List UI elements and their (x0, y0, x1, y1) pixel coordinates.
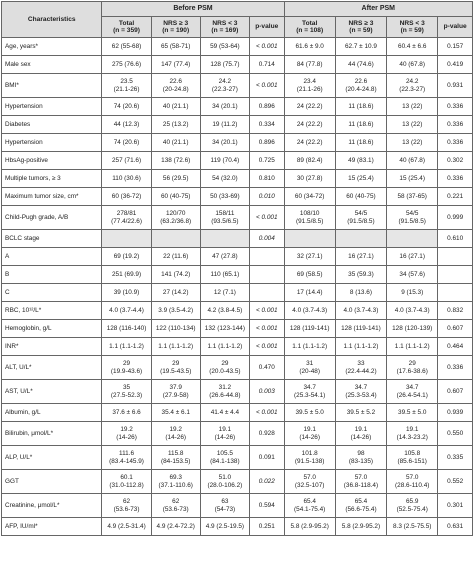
value-cell: 35.4 ± 6.1 (151, 404, 200, 422)
p-value-cell (249, 266, 284, 284)
p-value-cell: < 0.001 (249, 206, 284, 230)
table-row (2, 188, 473, 206)
value-cell: 63 (54-73) (200, 494, 249, 518)
column-header: NRS ≥ 3 (n = 190) (151, 17, 200, 38)
row-label: BMI* (2, 74, 102, 98)
row-label: AFP, IU/ml* (2, 518, 102, 536)
value-cell: 27 (14.2) (151, 284, 200, 302)
value-cell: 35 (27.5-52.3) (102, 380, 151, 404)
row-label: Bilirubin, μmol/L* (2, 422, 102, 446)
value-cell: 60.1 (31.0-112.8) (102, 470, 151, 494)
value-cell: 34.7 (26.4-54.1) (387, 380, 438, 404)
value-cell: 22.6 (20.4-24.8) (335, 74, 386, 98)
p-value-cell: 0.896 (249, 134, 284, 152)
row-label: RBC, 10¹²/L* (2, 302, 102, 320)
value-cell: 120/70 (63.2/36.8) (151, 206, 200, 230)
value-cell: 1.1 (1.1-1.2) (200, 338, 249, 356)
p-value-cell: 0.336 (438, 356, 473, 380)
value-cell: 60 (40-75) (335, 188, 386, 206)
value-cell: 158/11 (93.5/6.5) (200, 206, 249, 230)
table-row (2, 284, 473, 302)
value-cell: 19.1 (14-26) (200, 422, 249, 446)
header-row-groups (2, 2, 473, 17)
value-cell: 34.7 (25.3-54.1) (284, 380, 335, 404)
p-value-cell: 0.419 (438, 56, 473, 74)
p-value-cell: 0.607 (438, 380, 473, 404)
p-value-cell: < 0.001 (249, 320, 284, 338)
value-cell: 3.9 (3.5-4.2) (151, 302, 200, 320)
p-value-cell: < 0.001 (249, 38, 284, 56)
row-label: Age, years* (2, 38, 102, 56)
value-cell: 41.4 ± 4.4 (200, 404, 249, 422)
p-value-cell: 0.610 (438, 230, 473, 248)
table-row (2, 248, 473, 266)
value-cell: 4.0 (3.7-4.3) (284, 302, 335, 320)
value-cell: 62.7 ± 10.9 (335, 38, 386, 56)
value-cell: 60 (36-72) (102, 188, 151, 206)
p-value-cell: 0.464 (438, 338, 473, 356)
row-label: ALP, U/L* (2, 446, 102, 470)
value-cell: 60 (34-72) (284, 188, 335, 206)
table-row (2, 206, 473, 230)
value-cell: 65 (58-71) (151, 38, 200, 56)
value-cell: 98 (83-135) (335, 446, 386, 470)
header-after-psm: After PSM (284, 2, 472, 17)
table-row (2, 320, 473, 338)
value-cell: 34 (20.1) (200, 98, 249, 116)
p-value-cell: 0.251 (249, 518, 284, 536)
value-cell: 62 (53.6-73) (151, 494, 200, 518)
value-cell: 23.5 (21.1-26) (102, 74, 151, 98)
table-row (2, 356, 473, 380)
row-label: BCLC stage (2, 230, 102, 248)
table-row (2, 98, 473, 116)
row-label: A (2, 248, 102, 266)
value-cell: 278/81 (77.4/22.6) (102, 206, 151, 230)
p-value-cell: 0.335 (438, 446, 473, 470)
value-cell (335, 230, 386, 248)
value-cell: 1.1 (1.1-1.2) (151, 338, 200, 356)
value-cell: 24 (22.2) (284, 98, 335, 116)
value-cell: 4.9 (2.5-19.5) (200, 518, 249, 536)
value-cell: 5.8 (2.9-95.2) (284, 518, 335, 536)
row-label: GGT (2, 470, 102, 494)
value-cell: 24.2 (22.3-27) (387, 74, 438, 98)
value-cell: 1.1 (1.1-1.2) (387, 338, 438, 356)
table-row (2, 422, 473, 446)
column-header: Total (n = 359) (102, 17, 151, 38)
value-cell: 37.9 (27.9-58) (151, 380, 200, 404)
value-cell: 62 (55-68) (102, 38, 151, 56)
p-value-cell: 0.157 (438, 38, 473, 56)
value-cell: 29 (19.9-43.6) (102, 356, 151, 380)
p-value-cell: 0.550 (438, 422, 473, 446)
row-label: B (2, 266, 102, 284)
value-cell: 115.8 (84-153.5) (151, 446, 200, 470)
value-cell: 110 (65.1) (200, 266, 249, 284)
value-cell: 1.1 (1.1-1.2) (102, 338, 151, 356)
p-value-cell: 0.221 (438, 188, 473, 206)
column-header: NRS ≥ 3 (n = 59) (335, 17, 386, 38)
row-label: Child-Pugh grade, A/B (2, 206, 102, 230)
value-cell: 31 (20-48) (284, 356, 335, 380)
p-value-cell: 0.003 (249, 380, 284, 404)
value-cell: 39.5 ± 5.0 (284, 404, 335, 422)
p-value-cell: < 0.001 (249, 302, 284, 320)
value-cell: 74 (20.6) (102, 98, 151, 116)
value-cell: 60 (40-75) (151, 188, 200, 206)
value-cell: 30 (27.8) (284, 170, 335, 188)
value-cell: 128 (119-141) (284, 320, 335, 338)
value-cell: 19 (11.2) (200, 116, 249, 134)
value-cell: 9 (15.3) (387, 284, 438, 302)
value-cell: 13 (22) (387, 116, 438, 134)
p-value-cell: 0.552 (438, 470, 473, 494)
value-cell: 147 (77.4) (151, 56, 200, 74)
p-value-cell (249, 248, 284, 266)
value-cell: 251 (69.9) (102, 266, 151, 284)
value-cell: 105.5 (84.1-138) (200, 446, 249, 470)
value-cell: 128 (119-141) (335, 320, 386, 338)
header-characteristics: Characteristics (2, 2, 102, 38)
value-cell: 5.8 (2.9-95.2) (335, 518, 386, 536)
column-header: NRS < 3 (n = 169) (200, 17, 249, 38)
row-label: C (2, 284, 102, 302)
p-value-cell: 0.091 (249, 446, 284, 470)
value-cell: 44 (12.3) (102, 116, 151, 134)
p-value-cell: < 0.001 (249, 404, 284, 422)
value-cell: 69 (19.2) (102, 248, 151, 266)
table-row (2, 116, 473, 134)
value-cell: 4.0 (3.7-4.3) (387, 302, 438, 320)
value-cell: 50 (33-69) (200, 188, 249, 206)
value-cell: 89 (82.4) (284, 152, 335, 170)
table-row (2, 446, 473, 470)
p-value-cell: 0.714 (249, 56, 284, 74)
p-value-cell: 0.302 (438, 152, 473, 170)
characteristics-table (1, 1, 473, 536)
value-cell: 32 (27.1) (284, 248, 335, 266)
value-cell: 111.6 (83.4-145.9) (102, 446, 151, 470)
value-cell: 69.3 (37.1-110.6) (151, 470, 200, 494)
value-cell: 119 (70.4) (200, 152, 249, 170)
value-cell: 56 (29.5) (151, 170, 200, 188)
value-cell: 54/5 (91.5/8.5) (335, 206, 386, 230)
value-cell: 19.1 (14-26) (335, 422, 386, 446)
table-row (2, 494, 473, 518)
row-label: Hypertension (2, 134, 102, 152)
value-cell: 44 (74.6) (335, 56, 386, 74)
row-label: INR* (2, 338, 102, 356)
table-row (2, 74, 473, 98)
table-row (2, 380, 473, 404)
p-value-cell: 0.336 (438, 98, 473, 116)
value-cell: 34 (57.6) (387, 266, 438, 284)
table-row (2, 404, 473, 422)
header-before-psm: Before PSM (102, 2, 284, 17)
p-value-cell: 0.896 (249, 98, 284, 116)
value-cell: 17 (14.4) (284, 284, 335, 302)
p-value-cell: 0.301 (438, 494, 473, 518)
column-header: p-value (438, 17, 473, 38)
value-cell: 275 (76.6) (102, 56, 151, 74)
value-cell: 39 (10.9) (102, 284, 151, 302)
value-cell: 101.8 (91.5-138) (284, 446, 335, 470)
value-cell: 59 (53-64) (200, 38, 249, 56)
value-cell: 47 (27.8) (200, 248, 249, 266)
p-value-cell: 0.928 (249, 422, 284, 446)
value-cell: 257 (71.6) (102, 152, 151, 170)
value-cell: 39.5 ± 5.2 (335, 404, 386, 422)
value-cell: 33 (22.4-44.2) (335, 356, 386, 380)
table-row (2, 230, 473, 248)
value-cell: 23.4 (21.1-26) (284, 74, 335, 98)
row-label: Multiple tumors, ≥ 3 (2, 170, 102, 188)
p-value-cell: 0.931 (438, 74, 473, 98)
value-cell: 13 (22) (387, 98, 438, 116)
value-cell: 1.1 (1.1-1.2) (284, 338, 335, 356)
p-value-cell: 0.631 (438, 518, 473, 536)
row-label: Maximum tumor size, cm* (2, 188, 102, 206)
value-cell (284, 230, 335, 248)
value-cell: 31.2 (26.6-44.8) (200, 380, 249, 404)
row-label: Hemoglobin, g/L (2, 320, 102, 338)
value-cell: 40 (67.8) (387, 152, 438, 170)
value-cell: 11 (18.6) (335, 98, 386, 116)
value-cell: 61.6 ± 9.0 (284, 38, 335, 56)
value-cell: 4.9 (2.5-31.4) (102, 518, 151, 536)
column-header: Total (n = 108) (284, 17, 335, 38)
table-row (2, 56, 473, 74)
value-cell: 29 (20.0-43.5) (200, 356, 249, 380)
value-cell: 19.1 (14-26) (284, 422, 335, 446)
column-header: NRS < 3 (n = 59) (387, 17, 438, 38)
value-cell: 8 (13.6) (335, 284, 386, 302)
p-value-cell (438, 266, 473, 284)
row-label: Creatinine, μmol/L* (2, 494, 102, 518)
value-cell: 24.2 (22.3-27) (200, 74, 249, 98)
value-cell: 57.0 (32.5-107) (284, 470, 335, 494)
value-cell: 54/5 (91.5/8.5) (387, 206, 438, 230)
p-value-cell: 0.832 (438, 302, 473, 320)
value-cell: 128 (116-140) (102, 320, 151, 338)
column-header: p-value (249, 17, 284, 38)
value-cell (200, 230, 249, 248)
value-cell: 141 (74.2) (151, 266, 200, 284)
value-cell: 132 (123-144) (200, 320, 249, 338)
value-cell: 4.0 (3.7-4.3) (335, 302, 386, 320)
table-row (2, 134, 473, 152)
value-cell: 15 (25.4) (335, 170, 386, 188)
value-cell: 105.8 (85.6-151) (387, 446, 438, 470)
p-value-cell: 0.999 (438, 206, 473, 230)
value-cell: 65.4 (56.6-75.4) (335, 494, 386, 518)
p-value-cell: 0.336 (438, 134, 473, 152)
row-label: HbsAg-positive (2, 152, 102, 170)
table-row (2, 338, 473, 356)
p-value-cell: 0.810 (249, 170, 284, 188)
p-value-cell: 0.607 (438, 320, 473, 338)
value-cell: 19.2 (14-26) (102, 422, 151, 446)
value-cell (151, 230, 200, 248)
value-cell: 15 (25.4) (387, 170, 438, 188)
row-label: ALT, U/L* (2, 356, 102, 380)
value-cell: 35 (59.3) (335, 266, 386, 284)
p-value-cell: 0.004 (249, 230, 284, 248)
value-cell: 65.9 (52.5-75.4) (387, 494, 438, 518)
value-cell: 24 (22.2) (284, 134, 335, 152)
value-cell: 54 (32.0) (200, 170, 249, 188)
p-value-cell (249, 284, 284, 302)
table-row (2, 266, 473, 284)
p-value-cell: 0.470 (249, 356, 284, 380)
value-cell: 40 (67.8) (387, 56, 438, 74)
value-cell: 40 (21.1) (151, 98, 200, 116)
value-cell: 65.4 (54.1-75.4) (284, 494, 335, 518)
value-cell (387, 230, 438, 248)
value-cell: 4.2 (3.8-4.5) (200, 302, 249, 320)
value-cell (102, 230, 151, 248)
value-cell: 60.4 ± 6.6 (387, 38, 438, 56)
value-cell: 4.0 (3.7-4.4) (102, 302, 151, 320)
p-value-cell: 0.939 (438, 404, 473, 422)
value-cell: 57.0 (28.6-110.4) (387, 470, 438, 494)
value-cell: 16 (27.1) (387, 248, 438, 266)
p-value-cell: < 0.001 (249, 338, 284, 356)
value-cell: 138 (72.6) (151, 152, 200, 170)
row-label: Albumin, g/L (2, 404, 102, 422)
value-cell: 110 (30.6) (102, 170, 151, 188)
p-value-cell: 0.010 (249, 188, 284, 206)
value-cell: 4.9 (2.4-72.2) (151, 518, 200, 536)
p-value-cell (438, 248, 473, 266)
value-cell: 1.1 (1.1-1.2) (335, 338, 386, 356)
p-value-cell: 0.594 (249, 494, 284, 518)
value-cell: 49 (83.1) (335, 152, 386, 170)
value-cell: 25 (13.2) (151, 116, 200, 134)
value-cell: 62 (53.6-73) (102, 494, 151, 518)
p-value-cell: < 0.001 (249, 74, 284, 98)
value-cell: 29 (19.5-43.5) (151, 356, 200, 380)
value-cell: 13 (22) (387, 134, 438, 152)
row-label: Diabetes (2, 116, 102, 134)
value-cell: 58 (37-65) (387, 188, 438, 206)
row-label: Hypertension (2, 98, 102, 116)
value-cell: 34 (20.1) (200, 134, 249, 152)
p-value-cell: 0.022 (249, 470, 284, 494)
value-cell: 128 (75.7) (200, 56, 249, 74)
value-cell: 74 (20.6) (102, 134, 151, 152)
table-row (2, 470, 473, 494)
table-row (2, 170, 473, 188)
table-row (2, 518, 473, 536)
value-cell: 40 (21.1) (151, 134, 200, 152)
value-cell: 8.3 (2.5-75.5) (387, 518, 438, 536)
p-value-cell: 0.334 (249, 116, 284, 134)
value-cell: 16 (27.1) (335, 248, 386, 266)
p-value-cell: 0.725 (249, 152, 284, 170)
row-label: Male sex (2, 56, 102, 74)
value-cell: 69 (58.5) (284, 266, 335, 284)
value-cell: 51.0 (28.0-106.2) (200, 470, 249, 494)
value-cell: 57.0 (36.8-118.4) (335, 470, 386, 494)
row-label: AST, U/L* (2, 380, 102, 404)
value-cell: 19.2 (14-26) (151, 422, 200, 446)
table-row (2, 302, 473, 320)
value-cell: 122 (110-134) (151, 320, 200, 338)
value-cell: 128 (120-139) (387, 320, 438, 338)
value-cell: 24 (22.2) (284, 116, 335, 134)
p-value-cell (438, 284, 473, 302)
p-value-cell: 0.336 (438, 116, 473, 134)
value-cell: 108/10 (91.5/8.5) (284, 206, 335, 230)
value-cell: 37.6 ± 6.6 (102, 404, 151, 422)
value-cell: 12 (7.1) (200, 284, 249, 302)
value-cell: 34.7 (25.3-53.4) (335, 380, 386, 404)
table-row (2, 38, 473, 56)
value-cell: 22.6 (20-24.8) (151, 74, 200, 98)
value-cell: 22 (11.6) (151, 248, 200, 266)
value-cell: 11 (18.6) (335, 134, 386, 152)
table-body (2, 38, 473, 536)
p-value-cell: 0.336 (438, 170, 473, 188)
value-cell: 19.1 (14.3-23.2) (387, 422, 438, 446)
value-cell: 39.5 ± 5.0 (387, 404, 438, 422)
value-cell: 84 (77.8) (284, 56, 335, 74)
table-row (2, 152, 473, 170)
value-cell: 11 (18.6) (335, 116, 386, 134)
value-cell: 29 (17.6-38.6) (387, 356, 438, 380)
